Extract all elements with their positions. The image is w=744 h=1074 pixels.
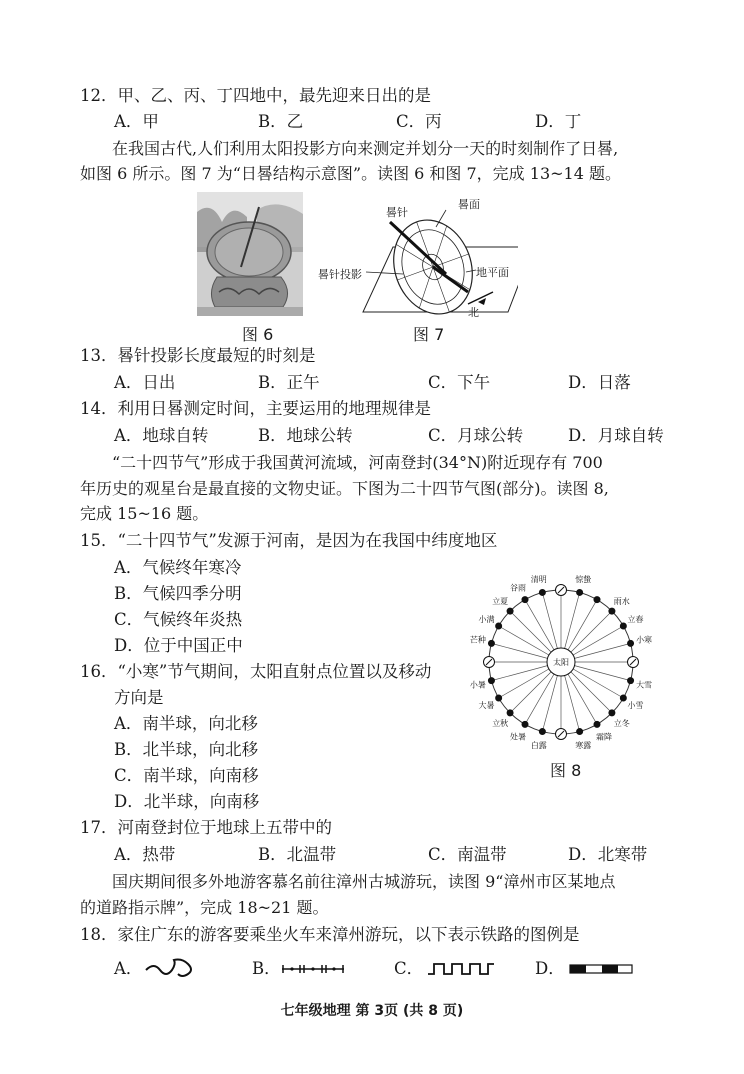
legend-b-boundary-symbol <box>280 962 346 976</box>
label-gnomon-shadow: 晷针投影 <box>318 268 362 281</box>
solar-term-label: 霜降 <box>596 732 612 742</box>
q15-option-a: A．气候终年寒冷 <box>114 558 242 577</box>
solar-term-label: 处暑 <box>510 732 526 742</box>
intro-15-line3: 完成 15~16 题。 <box>80 504 209 523</box>
term-dot <box>495 695 502 702</box>
q16-option-a: A．南半球，向北移 <box>114 714 258 733</box>
figure-6-caption: 图 6 <box>242 325 274 344</box>
term-dot <box>594 596 601 603</box>
question-17-stem: 17．河南登封位于地球上五带中的 <box>80 818 332 837</box>
term-dot <box>608 608 615 615</box>
figure-7-caption: 图 7 <box>413 325 445 344</box>
label-gnomon: 晷针 <box>386 206 408 219</box>
term-dot <box>522 721 529 728</box>
term-dot <box>495 623 502 630</box>
q18-option-a: A． <box>114 959 143 978</box>
term-dot <box>488 677 495 684</box>
q13-option-d: D．日落 <box>568 373 631 392</box>
term-dot <box>576 728 583 735</box>
q18-option-c: C． <box>394 959 424 978</box>
solar-term-label: 芒种 <box>469 635 486 645</box>
q15-option-c: C．气候终年炎热 <box>114 610 243 629</box>
solar-term-label: 大暑 <box>478 701 495 710</box>
solar-term-label: 雨水 <box>613 597 630 607</box>
solar-term-label: 大雪 <box>636 680 653 690</box>
label-horizontal-plane: 地平面 <box>476 266 509 279</box>
solar-term-label: 小寒 <box>636 635 653 645</box>
q16-option-b: B．北半球，向北移 <box>114 740 259 759</box>
term-dot <box>608 709 615 716</box>
q14-option-a: A．地球自转 <box>114 426 209 445</box>
intro-15-line2: 年历史的观星台是最直接的文物史证。下图为二十四节气图(部分)。读图 8, <box>80 479 609 498</box>
figure-6-sundial-photo <box>197 192 303 316</box>
question-13-stem: 13．晷针投影长度最短的时刻是 <box>80 346 316 365</box>
term-dot <box>576 589 583 596</box>
term-dot <box>594 721 601 728</box>
solar-term-label: 立秋 <box>492 718 509 728</box>
legend-d-railway-symbol <box>568 962 634 976</box>
term-dot <box>488 640 495 647</box>
q17-option-a: A．热带 <box>114 845 176 864</box>
question-18-stem: 18．家住广东的游客要乘坐火车来漳州游玩，以下表示铁路的图例是 <box>80 925 580 944</box>
q12-option-b: B．乙 <box>258 112 304 131</box>
question-16-stem-line1: 16．“小寒”节气期间，太阳直射点位置以及移动 <box>80 662 432 681</box>
solar-term-label: 小暑 <box>469 680 486 690</box>
term-dot <box>627 677 634 684</box>
solar-term-label: 小满 <box>478 615 495 624</box>
q17-option-d: D．北寒带 <box>568 845 648 864</box>
term-dot <box>620 695 627 702</box>
term-dot <box>539 728 546 735</box>
term-dot <box>620 623 627 630</box>
question-12-stem: 12．甲、乙、丙、丁四地中，最先迎来日出的是 <box>80 86 431 105</box>
q17-option-b: B．北温带 <box>258 845 337 864</box>
page-footer: 七年级地理 第 3页 (共 8 页) <box>280 1003 464 1019</box>
intro-13-line1: 在我国古代,人们利用太阳投影方向来测定并划分一天的时刻制作了日晷, <box>112 139 619 158</box>
term-dot <box>507 709 514 716</box>
intro-18-line1: 国庆期间很多外地游客慕名前往漳州古城游玩，读图 9“漳州市区某地点 <box>112 872 616 891</box>
q12-option-a: A．甲 <box>114 112 159 131</box>
solar-term-label: 小雪 <box>627 701 644 710</box>
solar-term-label: 立冬 <box>613 718 630 728</box>
label-north: 北 <box>468 306 479 319</box>
solar-term-label: 清明 <box>530 574 547 584</box>
term-dot <box>539 589 546 596</box>
q12-option-c: C．丙 <box>396 112 442 131</box>
intro-15-line1: “二十四节气”形成于我国黄河流域，河南登封(34°N)附近现存有 700 <box>112 453 603 472</box>
solar-term-label: 立春 <box>627 615 644 624</box>
solar-term-label: 白露 <box>530 741 547 751</box>
term-dot <box>627 640 634 647</box>
intro-13-line2: 如图 6 所示。图 7 为“日晷结构示意图”。读图 6 和图 7，完成 13~14 题。 <box>80 164 621 183</box>
solar-term-label: 寒露 <box>575 741 592 751</box>
q17-option-c: C．南温带 <box>428 845 507 864</box>
solar-term-label: 立夏 <box>492 597 509 607</box>
q14-option-d: D．月球自转 <box>568 426 664 445</box>
question-15-stem: 15．“二十四节气”发源于河南，是因为在我国中纬度地区 <box>80 531 498 550</box>
sun-label: 太阳 <box>553 658 569 667</box>
question-16-stem-line2: 方向是 <box>114 688 164 707</box>
q16-option-d: D．北半球，向南移 <box>114 792 260 811</box>
term-dot <box>507 608 514 615</box>
figure-8-caption: 图 8 <box>550 761 582 780</box>
q12-option-d: D．丁 <box>535 112 582 131</box>
term-dot <box>522 596 529 603</box>
solar-terms-wheel <box>458 570 664 756</box>
legend-a-river-symbol <box>144 956 200 982</box>
label-dial-face: 晷面 <box>458 198 480 211</box>
q15-option-d: D．位于中国正中 <box>114 636 243 655</box>
q13-option-b: B．正午 <box>258 373 320 392</box>
q13-option-a: A．日出 <box>114 373 176 392</box>
q18-option-d: D． <box>535 959 565 978</box>
solar-term-label: 谷雨 <box>510 583 526 593</box>
q18-option-b: B． <box>252 959 281 978</box>
figure-8-solar-terms-diagram <box>458 570 664 756</box>
figure-7-sundial-diagram <box>318 192 518 322</box>
q15-option-b: B．气候四季分明 <box>114 584 242 603</box>
legend-c-wall-symbol <box>426 960 496 978</box>
question-14-stem: 14．利用日晷测定时间，主要运用的地理规律是 <box>80 399 431 418</box>
q16-option-c: C．南半球，向南移 <box>114 766 259 785</box>
q14-option-b: B．地球公转 <box>258 426 353 445</box>
q13-option-c: C．下午 <box>428 373 491 392</box>
intro-18-line2: 的道路指示牌”，完成 18~21 题。 <box>80 898 329 917</box>
solar-term-label: 惊蛰 <box>575 574 592 584</box>
q14-option-c: C．月球公转 <box>428 426 524 445</box>
